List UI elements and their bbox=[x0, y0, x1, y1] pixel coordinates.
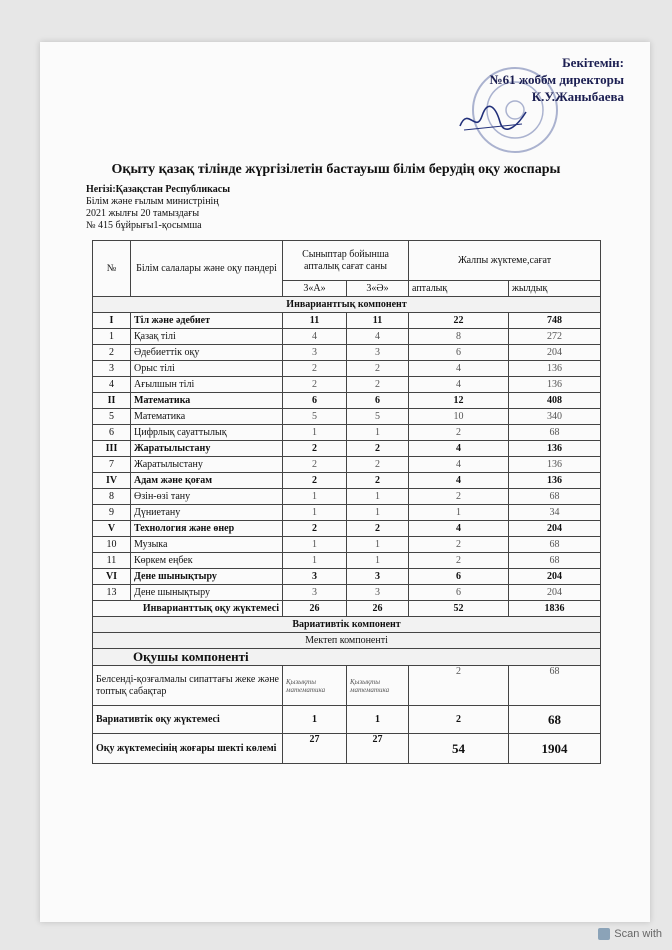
row-subject: Дене шынықтыру bbox=[131, 569, 283, 585]
student-row-name: Белсенді-қозғалмалы сипаттағы жеке және топтық сабақтар bbox=[93, 666, 283, 706]
max-total-b: 27 bbox=[347, 734, 409, 764]
table-row bbox=[93, 361, 601, 377]
invariant-total-a: 26 bbox=[283, 601, 347, 617]
row-yearly: 68 bbox=[509, 489, 601, 505]
row-subject: Адам және қоғам bbox=[131, 473, 283, 489]
row-yearly: 136 bbox=[509, 377, 601, 393]
row-class-b: 1 bbox=[347, 553, 409, 569]
row-weekly: 6 bbox=[409, 585, 509, 601]
table-row bbox=[93, 457, 601, 473]
row-class-b: 1 bbox=[347, 489, 409, 505]
row-yearly: 204 bbox=[509, 521, 601, 537]
row-number: 2 bbox=[93, 345, 131, 361]
basis-block bbox=[86, 184, 230, 232]
row-class-b: 1 bbox=[347, 425, 409, 441]
row-subject: Жаратылыстану bbox=[131, 457, 283, 473]
row-weekly: 6 bbox=[409, 345, 509, 361]
row-number: 8 bbox=[93, 489, 131, 505]
row-class-b: 3 bbox=[347, 345, 409, 361]
row-weekly: 4 bbox=[409, 521, 509, 537]
section-invariant: Инвариантгық компонент bbox=[93, 297, 601, 313]
row-class-a: 2 bbox=[283, 521, 347, 537]
table-row bbox=[93, 505, 601, 521]
row-yearly: 136 bbox=[509, 361, 601, 377]
table-row bbox=[93, 537, 601, 553]
row-weekly: 8 bbox=[409, 329, 509, 345]
row-class-a: 3 bbox=[283, 345, 347, 361]
row-class-b: 1 bbox=[347, 505, 409, 521]
signature bbox=[456, 104, 530, 134]
row-number: 10 bbox=[93, 537, 131, 553]
row-class-b: 1 bbox=[347, 537, 409, 553]
row-yearly: 204 bbox=[509, 585, 601, 601]
approval-line-2: №61 жоббм директоры bbox=[489, 72, 624, 87]
row-class-a: 2 bbox=[283, 361, 347, 377]
header-weekly: апталық bbox=[409, 281, 509, 297]
row-class-a: 1 bbox=[283, 489, 347, 505]
row-subject: Ағылшын тілі bbox=[131, 377, 283, 393]
row-number: III bbox=[93, 441, 131, 457]
max-total-yearly: 1904 bbox=[509, 734, 601, 764]
row-class-b: 3 bbox=[347, 569, 409, 585]
row-weekly: 6 bbox=[409, 569, 509, 585]
table-row bbox=[93, 585, 601, 601]
row-yearly: 408 bbox=[509, 393, 601, 409]
row-class-b: 5 bbox=[347, 409, 409, 425]
invariant-total-b: 26 bbox=[347, 601, 409, 617]
row-yearly: 68 bbox=[509, 425, 601, 441]
row-subject: Технология және өнер bbox=[131, 521, 283, 537]
row-class-a: 2 bbox=[283, 457, 347, 473]
table-row bbox=[93, 329, 601, 345]
row-weekly: 4 bbox=[409, 441, 509, 457]
section-variative: Вариативтік компонент bbox=[93, 617, 601, 633]
row-class-a: 1 bbox=[283, 537, 347, 553]
table-row bbox=[93, 521, 601, 537]
row-number: 13 bbox=[93, 585, 131, 601]
student-row-b: Қызықты математика bbox=[347, 666, 409, 706]
row-number: 9 bbox=[93, 505, 131, 521]
table-row bbox=[93, 425, 601, 441]
row-class-b: 2 bbox=[347, 361, 409, 377]
section-student: Оқушы компоненті bbox=[93, 649, 601, 666]
row-yearly: 68 bbox=[509, 553, 601, 569]
row-class-b: 11 bbox=[347, 313, 409, 329]
invariant-total-yearly: 1836 bbox=[509, 601, 601, 617]
row-number: V bbox=[93, 521, 131, 537]
row-subject: Математика bbox=[131, 393, 283, 409]
row-class-b: 2 bbox=[347, 473, 409, 489]
table-row bbox=[93, 313, 601, 329]
table-row bbox=[93, 377, 601, 393]
scanner-app-icon bbox=[598, 928, 610, 940]
row-class-a: 6 bbox=[283, 393, 347, 409]
row-number: 5 bbox=[93, 409, 131, 425]
row-number: IV bbox=[93, 473, 131, 489]
header-weekly-hours: Сыныптар бойынша апталық сағат саны bbox=[283, 241, 409, 281]
invariant-total-label: Инварианттық оқу жүктемесі bbox=[93, 601, 283, 617]
scan-with-watermark bbox=[598, 928, 662, 940]
header-subject: Білім салалары және оқу пәндері bbox=[131, 241, 283, 297]
basis-line-3: 2021 жылғы 20 тамыздағы bbox=[86, 208, 200, 219]
row-weekly: 10 bbox=[409, 409, 509, 425]
header-no: № bbox=[93, 241, 131, 297]
row-yearly: 34 bbox=[509, 505, 601, 521]
row-class-a: 2 bbox=[283, 377, 347, 393]
row-yearly: 136 bbox=[509, 441, 601, 457]
table-row bbox=[93, 345, 601, 361]
table-row bbox=[93, 409, 601, 425]
row-yearly: 68 bbox=[509, 537, 601, 553]
row-class-b: 4 bbox=[347, 329, 409, 345]
row-weekly: 1 bbox=[409, 505, 509, 521]
table-row bbox=[93, 489, 601, 505]
basis-line-1: Негізі:Қазақстан Республикасы bbox=[86, 184, 231, 195]
section-school: Мектеп компоненті bbox=[93, 633, 601, 649]
study-plan-table bbox=[92, 240, 601, 764]
row-subject: Орыс тілі bbox=[131, 361, 283, 377]
row-weekly: 2 bbox=[409, 425, 509, 441]
row-number: 3 bbox=[93, 361, 131, 377]
row-number: 11 bbox=[93, 553, 131, 569]
header-class-a: 3«А» bbox=[283, 281, 347, 297]
table-row bbox=[93, 569, 601, 585]
row-subject: Цифрлық сауаттылық bbox=[131, 425, 283, 441]
row-number: 7 bbox=[93, 457, 131, 473]
row-class-b: 3 bbox=[347, 585, 409, 601]
row-class-a: 11 bbox=[283, 313, 347, 329]
basis-line-2: Білім және ғылым министрінің bbox=[86, 196, 219, 207]
variative-total-yearly: 68 bbox=[509, 706, 601, 734]
row-class-b: 6 bbox=[347, 393, 409, 409]
row-class-a: 5 bbox=[283, 409, 347, 425]
max-total-label: Оқу жүктемесінің жоғары шекті көлемі bbox=[93, 734, 283, 764]
variative-total-label: Вариативтік оқу жүктемесі bbox=[93, 706, 283, 734]
row-weekly: 4 bbox=[409, 377, 509, 393]
row-subject: Өзін-өзі тану bbox=[131, 489, 283, 505]
row-subject: Қазақ тілі bbox=[131, 329, 283, 345]
row-class-b: 2 bbox=[347, 377, 409, 393]
row-number: II bbox=[93, 393, 131, 409]
header-total-load: Жалпы жүктеме,сағат bbox=[409, 241, 601, 281]
table-row bbox=[93, 553, 601, 569]
table-row bbox=[93, 473, 601, 489]
row-number: 1 bbox=[93, 329, 131, 345]
header-yearly: жылдық bbox=[509, 281, 601, 297]
row-weekly: 4 bbox=[409, 457, 509, 473]
row-class-a: 2 bbox=[283, 441, 347, 457]
table-row bbox=[93, 393, 601, 409]
variative-total-a: 1 bbox=[283, 706, 347, 734]
student-row-yearly: 68 bbox=[509, 666, 601, 706]
header-class-b: 3«Ә» bbox=[347, 281, 409, 297]
row-class-a: 1 bbox=[283, 553, 347, 569]
row-subject: Әдебиеттік оқу bbox=[131, 345, 283, 361]
variative-total-weekly: 2 bbox=[409, 706, 509, 734]
row-class-a: 4 bbox=[283, 329, 347, 345]
row-yearly: 204 bbox=[509, 345, 601, 361]
row-subject: Тіл және әдебиет bbox=[131, 313, 283, 329]
row-weekly: 4 bbox=[409, 473, 509, 489]
row-weekly: 12 bbox=[409, 393, 509, 409]
row-class-a: 3 bbox=[283, 569, 347, 585]
row-yearly: 748 bbox=[509, 313, 601, 329]
row-subject: Дене шынықтыру bbox=[131, 585, 283, 601]
scan-label: Scan with bbox=[614, 928, 662, 940]
row-class-a: 3 bbox=[283, 585, 347, 601]
max-total-a: 27 bbox=[283, 734, 347, 764]
row-weekly: 2 bbox=[409, 489, 509, 505]
student-row-a: Қызықты математика bbox=[283, 666, 347, 706]
row-number: 6 bbox=[93, 425, 131, 441]
row-subject: Дүниетану bbox=[131, 505, 283, 521]
row-number: VI bbox=[93, 569, 131, 585]
row-subject: Жаратылыстану bbox=[131, 441, 283, 457]
variative-total-b: 1 bbox=[347, 706, 409, 734]
row-subject: Музыка bbox=[131, 537, 283, 553]
row-number: I bbox=[93, 313, 131, 329]
row-class-b: 2 bbox=[347, 457, 409, 473]
row-weekly: 22 bbox=[409, 313, 509, 329]
row-subject: Көркем еңбек bbox=[131, 553, 283, 569]
approval-line-1: Бекітемін: bbox=[562, 55, 624, 70]
page-title: Оқыту қазақ тілінде жүргізілетін бастауыш білім берудің оқу жоспары bbox=[111, 162, 561, 177]
approval-block bbox=[490, 54, 624, 105]
row-yearly: 272 bbox=[509, 329, 601, 345]
table-row bbox=[93, 441, 601, 457]
row-weekly: 2 bbox=[409, 537, 509, 553]
max-total-weekly: 54 bbox=[409, 734, 509, 764]
row-class-b: 2 bbox=[347, 441, 409, 457]
row-class-b: 2 bbox=[347, 521, 409, 537]
row-number: 4 bbox=[93, 377, 131, 393]
row-yearly: 204 bbox=[509, 569, 601, 585]
row-subject: Математика bbox=[131, 409, 283, 425]
basis-line-4: № 415 бұйрығы1-қосымша bbox=[86, 220, 202, 231]
row-class-a: 2 bbox=[283, 473, 347, 489]
row-yearly: 340 bbox=[509, 409, 601, 425]
invariant-total-weekly: 52 bbox=[409, 601, 509, 617]
approval-line-3: К.У.Жаныбаева bbox=[531, 89, 624, 104]
row-class-a: 1 bbox=[283, 505, 347, 521]
row-weekly: 4 bbox=[409, 361, 509, 377]
row-yearly: 136 bbox=[509, 457, 601, 473]
row-yearly: 136 bbox=[509, 473, 601, 489]
row-weekly: 2 bbox=[409, 553, 509, 569]
student-row-weekly: 2 bbox=[409, 666, 509, 706]
row-class-a: 1 bbox=[283, 425, 347, 441]
